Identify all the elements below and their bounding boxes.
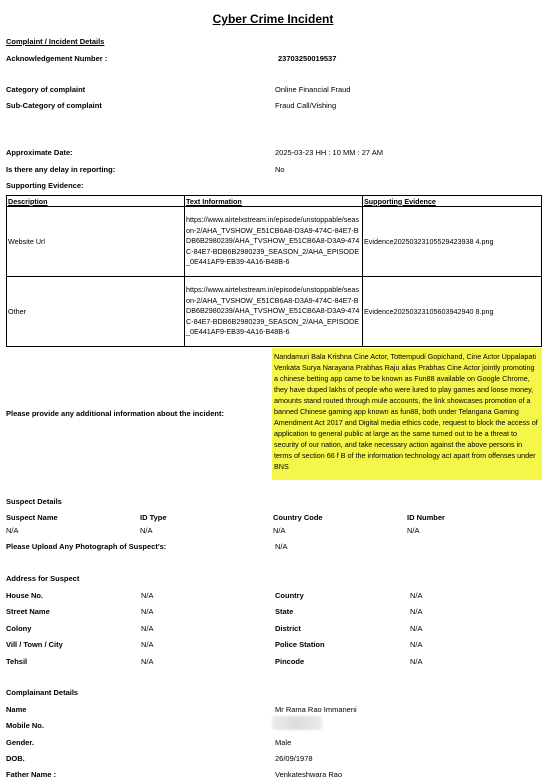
id-number-header: ID Number [407, 513, 445, 522]
address-heading: Address for Suspect [6, 574, 80, 583]
mobile-label: Mobile No. [6, 721, 44, 730]
vill-town-city-value: N/A [141, 640, 154, 649]
father-name-label: Father Name : [6, 770, 57, 779]
vill-town-city-label: Vill / Town / City [6, 640, 63, 649]
ack-value: 23703250019537 [278, 54, 337, 63]
colony-label: Colony [6, 624, 32, 633]
table-row [7, 207, 542, 277]
complainant-name-value: Mr Rama Rao Immaneni [275, 705, 357, 714]
tehsil-value: N/A [141, 657, 154, 666]
ack-label: Acknowledgement Number : [6, 54, 108, 63]
pincode-label: Pincode [275, 657, 305, 666]
page-title: Cyber Crime Incident [212, 12, 334, 26]
colony-value: N/A [141, 624, 154, 633]
row-text-information: https://www.airtelxstream.in/episode/unstoppable/season-2/AHA_TVSHOW_E51CB6A8-D3A9-474C-84E7-BDB6B2980239/AHA_TVSHOW_E51CB6A8-D3A9-474C-84E7-BDB6B2980239_SEASON_2/AHA_EPISODE_0E441AF9-EB39-4A16-B48B-6 [185, 207, 363, 277]
delay-value: No [275, 165, 285, 174]
category-label: Category of complaint [6, 85, 86, 94]
section-complaint-heading: Complaint / Incident Details [6, 37, 105, 46]
house-value: N/A [141, 591, 154, 600]
police-station-value: N/A [410, 640, 423, 649]
complainant-name-label: Name [6, 705, 27, 714]
row-text-information: https://www.airtelxstream.in/episode/unstoppable/season-2/AHA_TVSHOW_E51CB6A8-D3A9-474C-84E7-BDB6B2980239/AHA_TVSHOW_E51CB6A8-D3A9-474C-84E7-BDB6B2980239_SEASON_2/AHA_EPISODE_0E441AF9-EB39-4A16-B48B-6 [185, 277, 363, 347]
supporting-evidence-label: Supporting Evidence: [6, 181, 84, 190]
subcategory-value: Fraud Call/Vishing [275, 101, 337, 110]
id-number-value: N/A [407, 526, 420, 535]
district-label: District [275, 624, 301, 633]
suspect-photo-label: Please Upload Any Photograph of Suspect's: [6, 542, 167, 551]
country-code-value: N/A [273, 526, 286, 535]
gender-label: Gender. [6, 738, 34, 747]
country-value: N/A [410, 591, 423, 600]
tehsil-label: Tehsil [6, 657, 28, 666]
category-value: Online Financial Fraud [275, 85, 351, 94]
id-type-header: ID Type [140, 513, 167, 522]
street-label: Street Name [6, 607, 50, 616]
suspect-photo-value: N/A [275, 542, 288, 551]
table-row [7, 277, 542, 347]
id-type-value: N/A [140, 526, 153, 535]
dob-label: DOB. [6, 754, 25, 763]
date-value: 2025-03-23 HH : 10 MM : 27 AM [275, 148, 383, 157]
date-label: Approximate Date: [6, 148, 73, 157]
evidence-table [6, 195, 542, 347]
house-label: House No. [6, 591, 44, 600]
additional-info-text: Nandamuri Bala Krishna Cine Actor, Tottempudi Gopichand, Cine Actor Uppalapati Venkata Surya Narayana Prabhas Raju alias Prabhas Cine Actor jointly promoting a chinese betting app came to be known as Fun88 available on Google Chrome, they have duped lakhs of people who were lured to play games and loose money, amounts stand routed through mule accounts, the link showcases promotion of a banned Chinese gaming app known as fun88, both under Telangana Gaming Amendment Act 2017 and Digital media ethics code, request to block the access of application to general public at large as the same turned out to be a threat to security of our nation, and take necessary action against the above persons in terms of section 66 f B of the information technology act apart from offenses under BNS [272, 348, 542, 480]
complainant-heading: Complainant Details [6, 688, 79, 697]
state-value: N/A [410, 607, 423, 616]
row-evidence-file[interactable]: Evidence20250323105603942940 8.png [363, 277, 542, 347]
delay-label: Is there any delay in reporting: [6, 165, 116, 174]
country-label: Country [275, 591, 304, 600]
col-header-supporting-evidence: Supporting Evidence [363, 196, 542, 207]
state-label: State [275, 607, 294, 616]
evidence-table-header [7, 196, 542, 207]
street-value: N/A [141, 607, 154, 616]
country-code-header: Country Code [273, 513, 323, 522]
row-description: Other [7, 277, 185, 347]
district-value: N/A [410, 624, 423, 633]
gender-value: Male [275, 738, 292, 747]
suspect-name-header: Suspect Name [6, 513, 58, 522]
row-description: Website Url [7, 207, 185, 277]
additional-info-label: Please provide any additional information about the incident: [6, 409, 224, 418]
police-station-label: Police Station [275, 640, 325, 649]
col-header-description: Description [7, 196, 185, 207]
mobile-redacted-value [272, 716, 322, 730]
dob-value: 26/09/1978 [275, 754, 313, 763]
subcategory-label: Sub-Category of complaint [6, 101, 102, 110]
father-name-value: Venkateshwara Rao [275, 770, 343, 779]
suspect-heading: Suspect Details [6, 497, 62, 506]
col-header-text-information: Text Information [185, 196, 363, 207]
row-evidence-file[interactable]: Evidence20250323105529423938 4.png [363, 207, 542, 277]
pincode-value: N/A [410, 657, 423, 666]
suspect-name-value: N/A [6, 526, 19, 535]
